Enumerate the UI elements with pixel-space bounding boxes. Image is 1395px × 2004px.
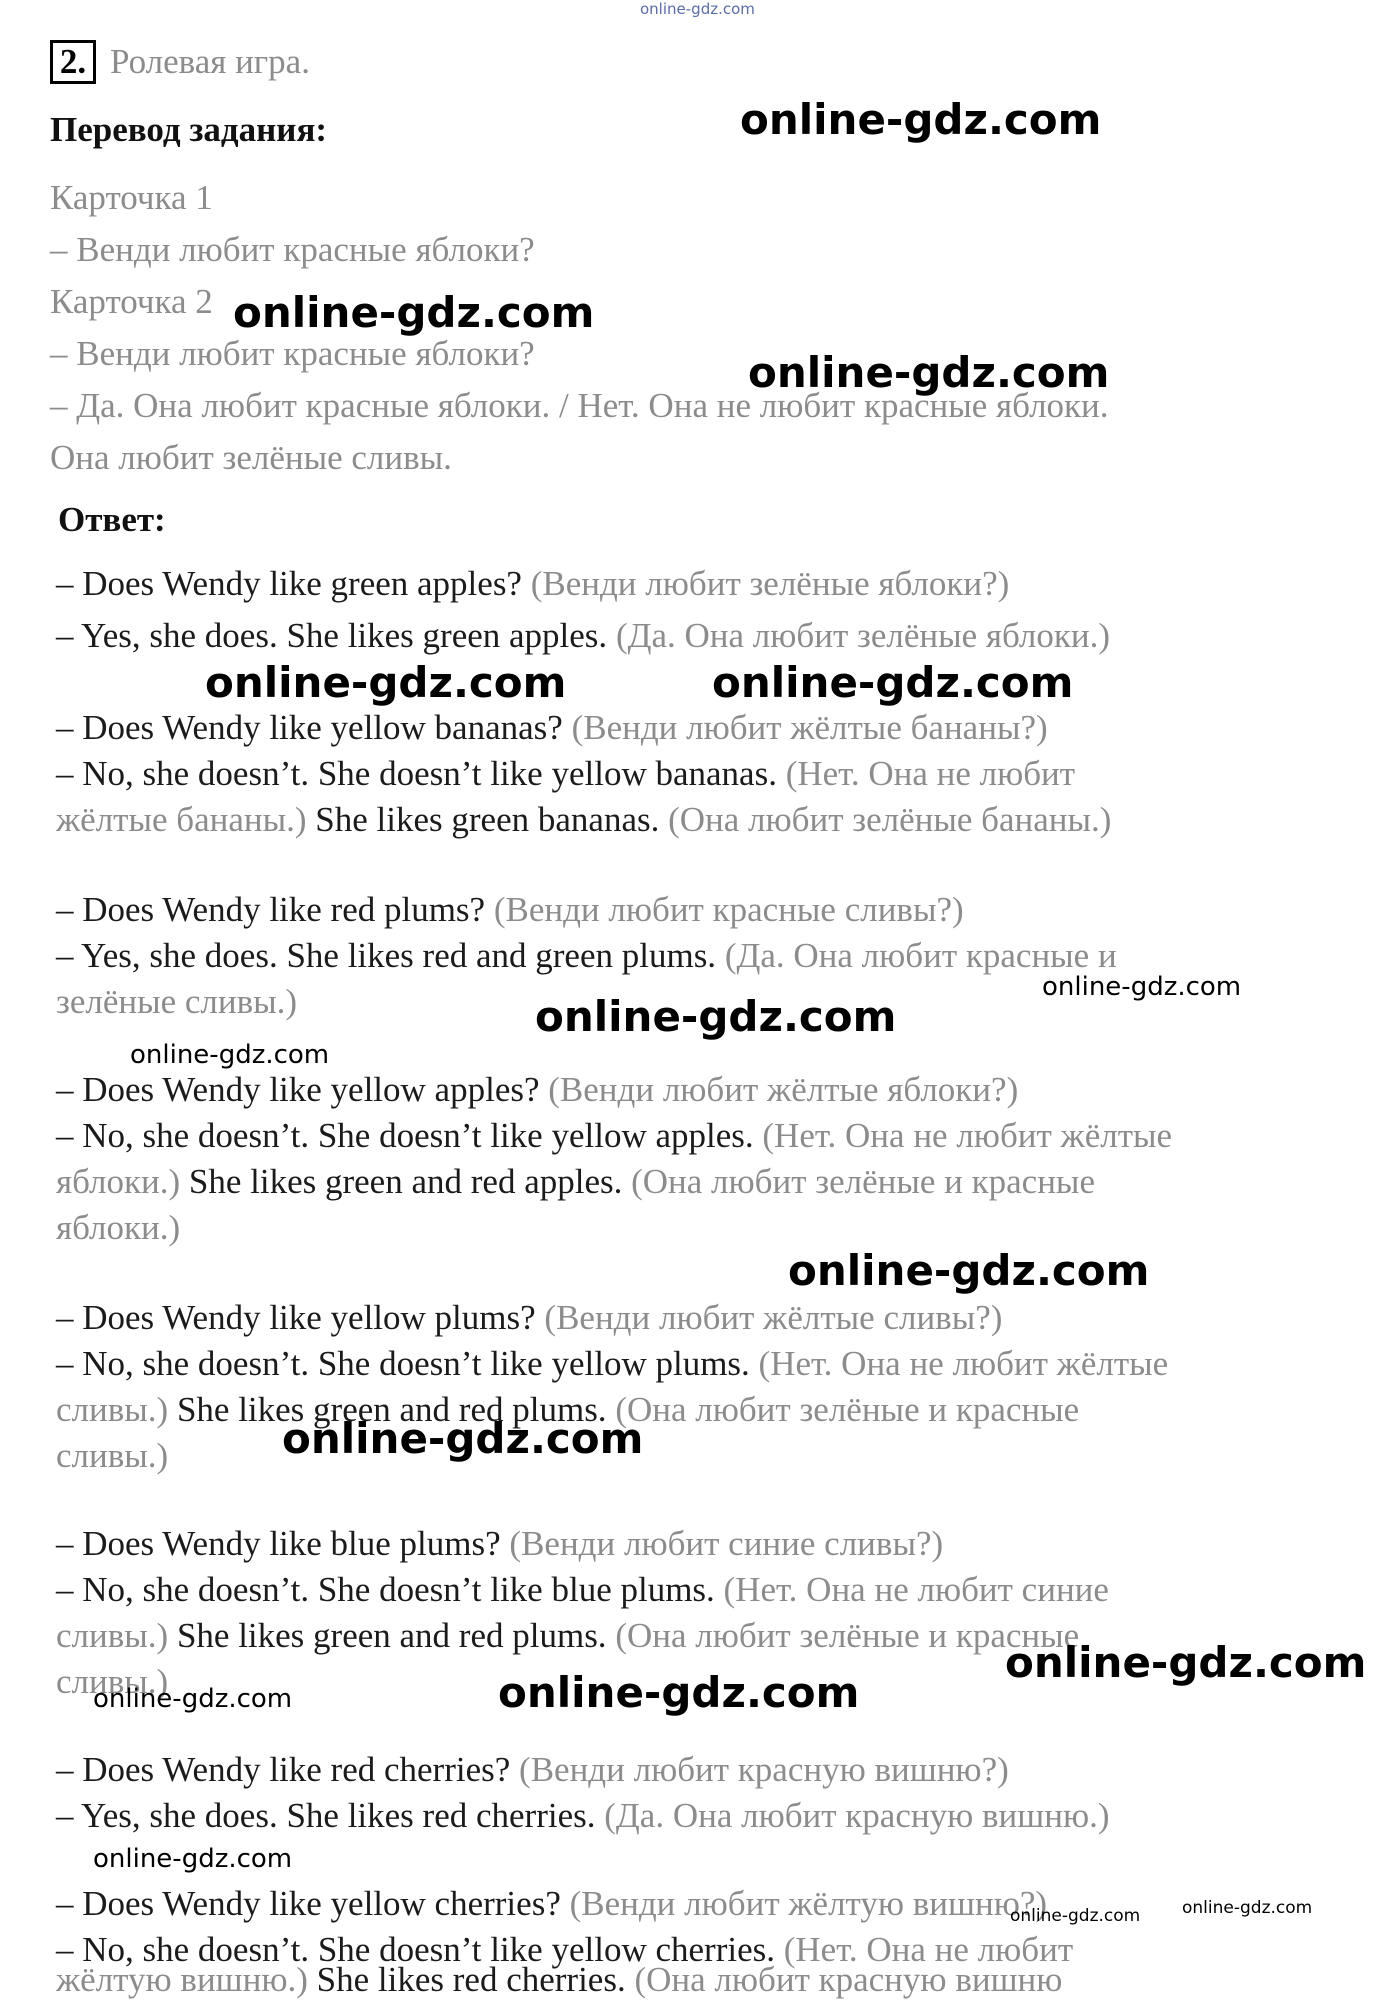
watermark-top: online-gdz.com bbox=[640, 0, 755, 18]
b3-answer-line1 bbox=[56, 934, 1117, 978]
b4-answer-line1 bbox=[56, 1114, 1172, 1158]
watermark-small: online-gdz.com bbox=[93, 1684, 293, 1714]
b5-answer-line3: сливы.) bbox=[56, 1436, 169, 1475]
b3-q-translation: (Венди любит красные сливы?) bbox=[493, 890, 964, 929]
b6-a2-translation-start: сливы.) bbox=[56, 1616, 169, 1655]
b2-a2-translation-start: жёлтые бананы.) bbox=[56, 800, 307, 839]
b8-answer-line2 bbox=[56, 1960, 1062, 2000]
b6-a1-translation: (Нет. Она не любит синие bbox=[723, 1570, 1109, 1609]
watermark: online-gdz.com bbox=[205, 658, 567, 707]
b7-q-translation: (Венди любит красную вишню?) bbox=[519, 1750, 1009, 1789]
b5-question bbox=[56, 1296, 1002, 1340]
task-number: 2. bbox=[50, 40, 96, 84]
b6-answer-line2 bbox=[56, 1614, 1079, 1658]
card2-answer-line2: Она любит зелёные сливы. bbox=[50, 438, 452, 477]
b4-question bbox=[56, 1068, 1018, 1112]
b6-answer-line1 bbox=[56, 1568, 1109, 1612]
b6-q-translation: (Венди любит синие сливы?) bbox=[509, 1524, 944, 1563]
answer-heading: Ответ: bbox=[58, 500, 166, 539]
b4-q: – Does Wendy like yellow apples? bbox=[56, 1070, 540, 1109]
b2-q-translation: (Венди любит жёлтые бананы?) bbox=[571, 708, 1048, 747]
b2-question bbox=[56, 706, 1048, 750]
watermark-small: online-gdz.com bbox=[93, 1844, 293, 1874]
b5-a2-translation: (Она любит зелёные и красные bbox=[615, 1390, 1080, 1429]
b7-a: – Yes, she does. She likes red cherries. bbox=[56, 1796, 596, 1835]
b6-a2: She likes green and red plums. bbox=[176, 1616, 607, 1655]
b4-a2-translation: (Она любит зелёные и красные bbox=[631, 1162, 1095, 1201]
watermark-small: online-gdz.com bbox=[1042, 972, 1242, 1002]
b2-answer-line1 bbox=[56, 752, 1075, 796]
b7-q: – Does Wendy like red cherries? bbox=[56, 1750, 511, 1789]
b7-question bbox=[56, 1748, 1009, 1792]
b2-a1-translation: (Нет. Она не любит bbox=[785, 754, 1076, 793]
b1-question bbox=[56, 562, 1009, 606]
b7-answer bbox=[56, 1794, 1110, 1838]
card1-label: Карточка 1 bbox=[50, 178, 213, 217]
translation-heading: Перевод задания: bbox=[50, 110, 328, 149]
watermark: online-gdz.com bbox=[535, 992, 897, 1041]
watermark: online-gdz.com bbox=[712, 658, 1074, 707]
watermark-small: online-gdz.com bbox=[130, 1040, 330, 1070]
b8-q: – Does Wendy like yellow cherries? bbox=[56, 1884, 561, 1923]
b8-q-translation: (Венди любит жёлтую вишню?) bbox=[569, 1884, 1048, 1923]
b8-a1: – No, she doesn’t. She doesn’t like yellow cherries. bbox=[56, 1930, 775, 1969]
b3-q: – Does Wendy like red plums? bbox=[56, 890, 486, 929]
b4-a2: She likes green and red apples. bbox=[188, 1162, 623, 1201]
b4-a1-translation: (Нет. Она не любит жёлтые bbox=[762, 1116, 1173, 1155]
watermark: online-gdz.com bbox=[788, 1246, 1150, 1295]
b8-a2-translation-start: жёлтую вишню.) bbox=[56, 1960, 308, 1999]
b1-a-translation: (Да. Она любит зелёные яблоки.) bbox=[615, 616, 1111, 655]
b3-question bbox=[56, 888, 964, 932]
b4-q-translation: (Венди любит жёлтые яблоки?) bbox=[548, 1070, 1019, 1109]
watermark: online-gdz.com bbox=[282, 1414, 644, 1463]
b6-q: – Does Wendy like blue plums? bbox=[56, 1524, 501, 1563]
b2-a2: She likes green bananas. bbox=[315, 800, 660, 839]
b2-a2-translation: (Она любит зелёные бананы.) bbox=[668, 800, 1112, 839]
b7-a-translation: (Да. Она любит красную вишню.) bbox=[604, 1796, 1110, 1835]
b2-a1: – No, she doesn’t. She doesn’t like yellow bananas. bbox=[56, 754, 777, 793]
task-title: Ролевая игра. bbox=[110, 42, 310, 81]
watermark: online-gdz.com bbox=[233, 288, 595, 337]
watermark: online-gdz.com bbox=[1005, 1638, 1367, 1687]
b8-question bbox=[56, 1882, 1047, 1926]
b8-a1-translation: (Нет. Она не любит bbox=[783, 1930, 1074, 1969]
b3-a1-translation: (Да. Она любит красные и bbox=[724, 936, 1117, 975]
b8-a2-translation: (Она любит красную вишню bbox=[634, 1960, 1063, 1999]
watermark: online-gdz.com bbox=[748, 348, 1110, 397]
b4-a2-translation-start: яблоки.) bbox=[56, 1162, 181, 1201]
card2-question: – Венди любит красные яблоки? bbox=[50, 334, 535, 373]
card2-answer-line1: – Да. Она любит красные яблоки. / Нет. Она не любит красные яблоки. bbox=[50, 386, 1109, 425]
b4-a1: – No, she doesn’t. She doesn’t like yellow apples. bbox=[56, 1116, 754, 1155]
b2-answer-line2 bbox=[56, 798, 1111, 842]
watermark-tiny: online-gdz.com bbox=[1010, 1906, 1141, 1926]
b4-answer-line2 bbox=[56, 1160, 1095, 1204]
b5-a1: – No, she doesn’t. She doesn’t like yellow plums. bbox=[56, 1344, 750, 1383]
b4-answer-line3: яблоки.) bbox=[56, 1208, 181, 1247]
card2-label: Карточка 2 bbox=[50, 282, 213, 321]
watermark: online-gdz.com bbox=[740, 95, 1102, 144]
b1-q: – Does Wendy like green apples? bbox=[56, 564, 522, 603]
b3-answer-line2: зелёные сливы.) bbox=[56, 982, 298, 1021]
b1-answer bbox=[56, 614, 1110, 658]
watermark-tiny: online-gdz.com bbox=[1182, 1898, 1313, 1918]
watermark: online-gdz.com bbox=[498, 1668, 860, 1717]
card1-question: – Венди любит красные яблоки? bbox=[50, 230, 535, 269]
b5-q: – Does Wendy like yellow plums? bbox=[56, 1298, 536, 1337]
b5-a2: She likes green and red plums. bbox=[176, 1390, 607, 1429]
b6-a2-translation: (Она любит зелёные и красные bbox=[615, 1616, 1080, 1655]
b1-a: – Yes, she does. She likes green apples. bbox=[56, 616, 608, 655]
b6-answer-line3: сливы.) bbox=[56, 1662, 169, 1701]
b5-answer-line1 bbox=[56, 1342, 1168, 1386]
b8-a2: She likes red cherries. bbox=[316, 1960, 626, 1999]
b6-a1: – No, she doesn’t. She doesn’t like blue plums. bbox=[56, 1570, 715, 1609]
b6-question bbox=[56, 1522, 943, 1566]
b5-a2-translation-start: сливы.) bbox=[56, 1390, 169, 1429]
b2-q: – Does Wendy like yellow bananas? bbox=[56, 708, 563, 747]
b5-q-translation: (Венди любит жёлтые сливы?) bbox=[544, 1298, 1003, 1337]
b3-a1: – Yes, she does. She likes red and green plums. bbox=[56, 936, 717, 975]
b1-q-translation: (Венди любит зелёные яблоки?) bbox=[530, 564, 1010, 603]
b5-a1-translation: (Нет. Она не любит жёлтые bbox=[758, 1344, 1169, 1383]
